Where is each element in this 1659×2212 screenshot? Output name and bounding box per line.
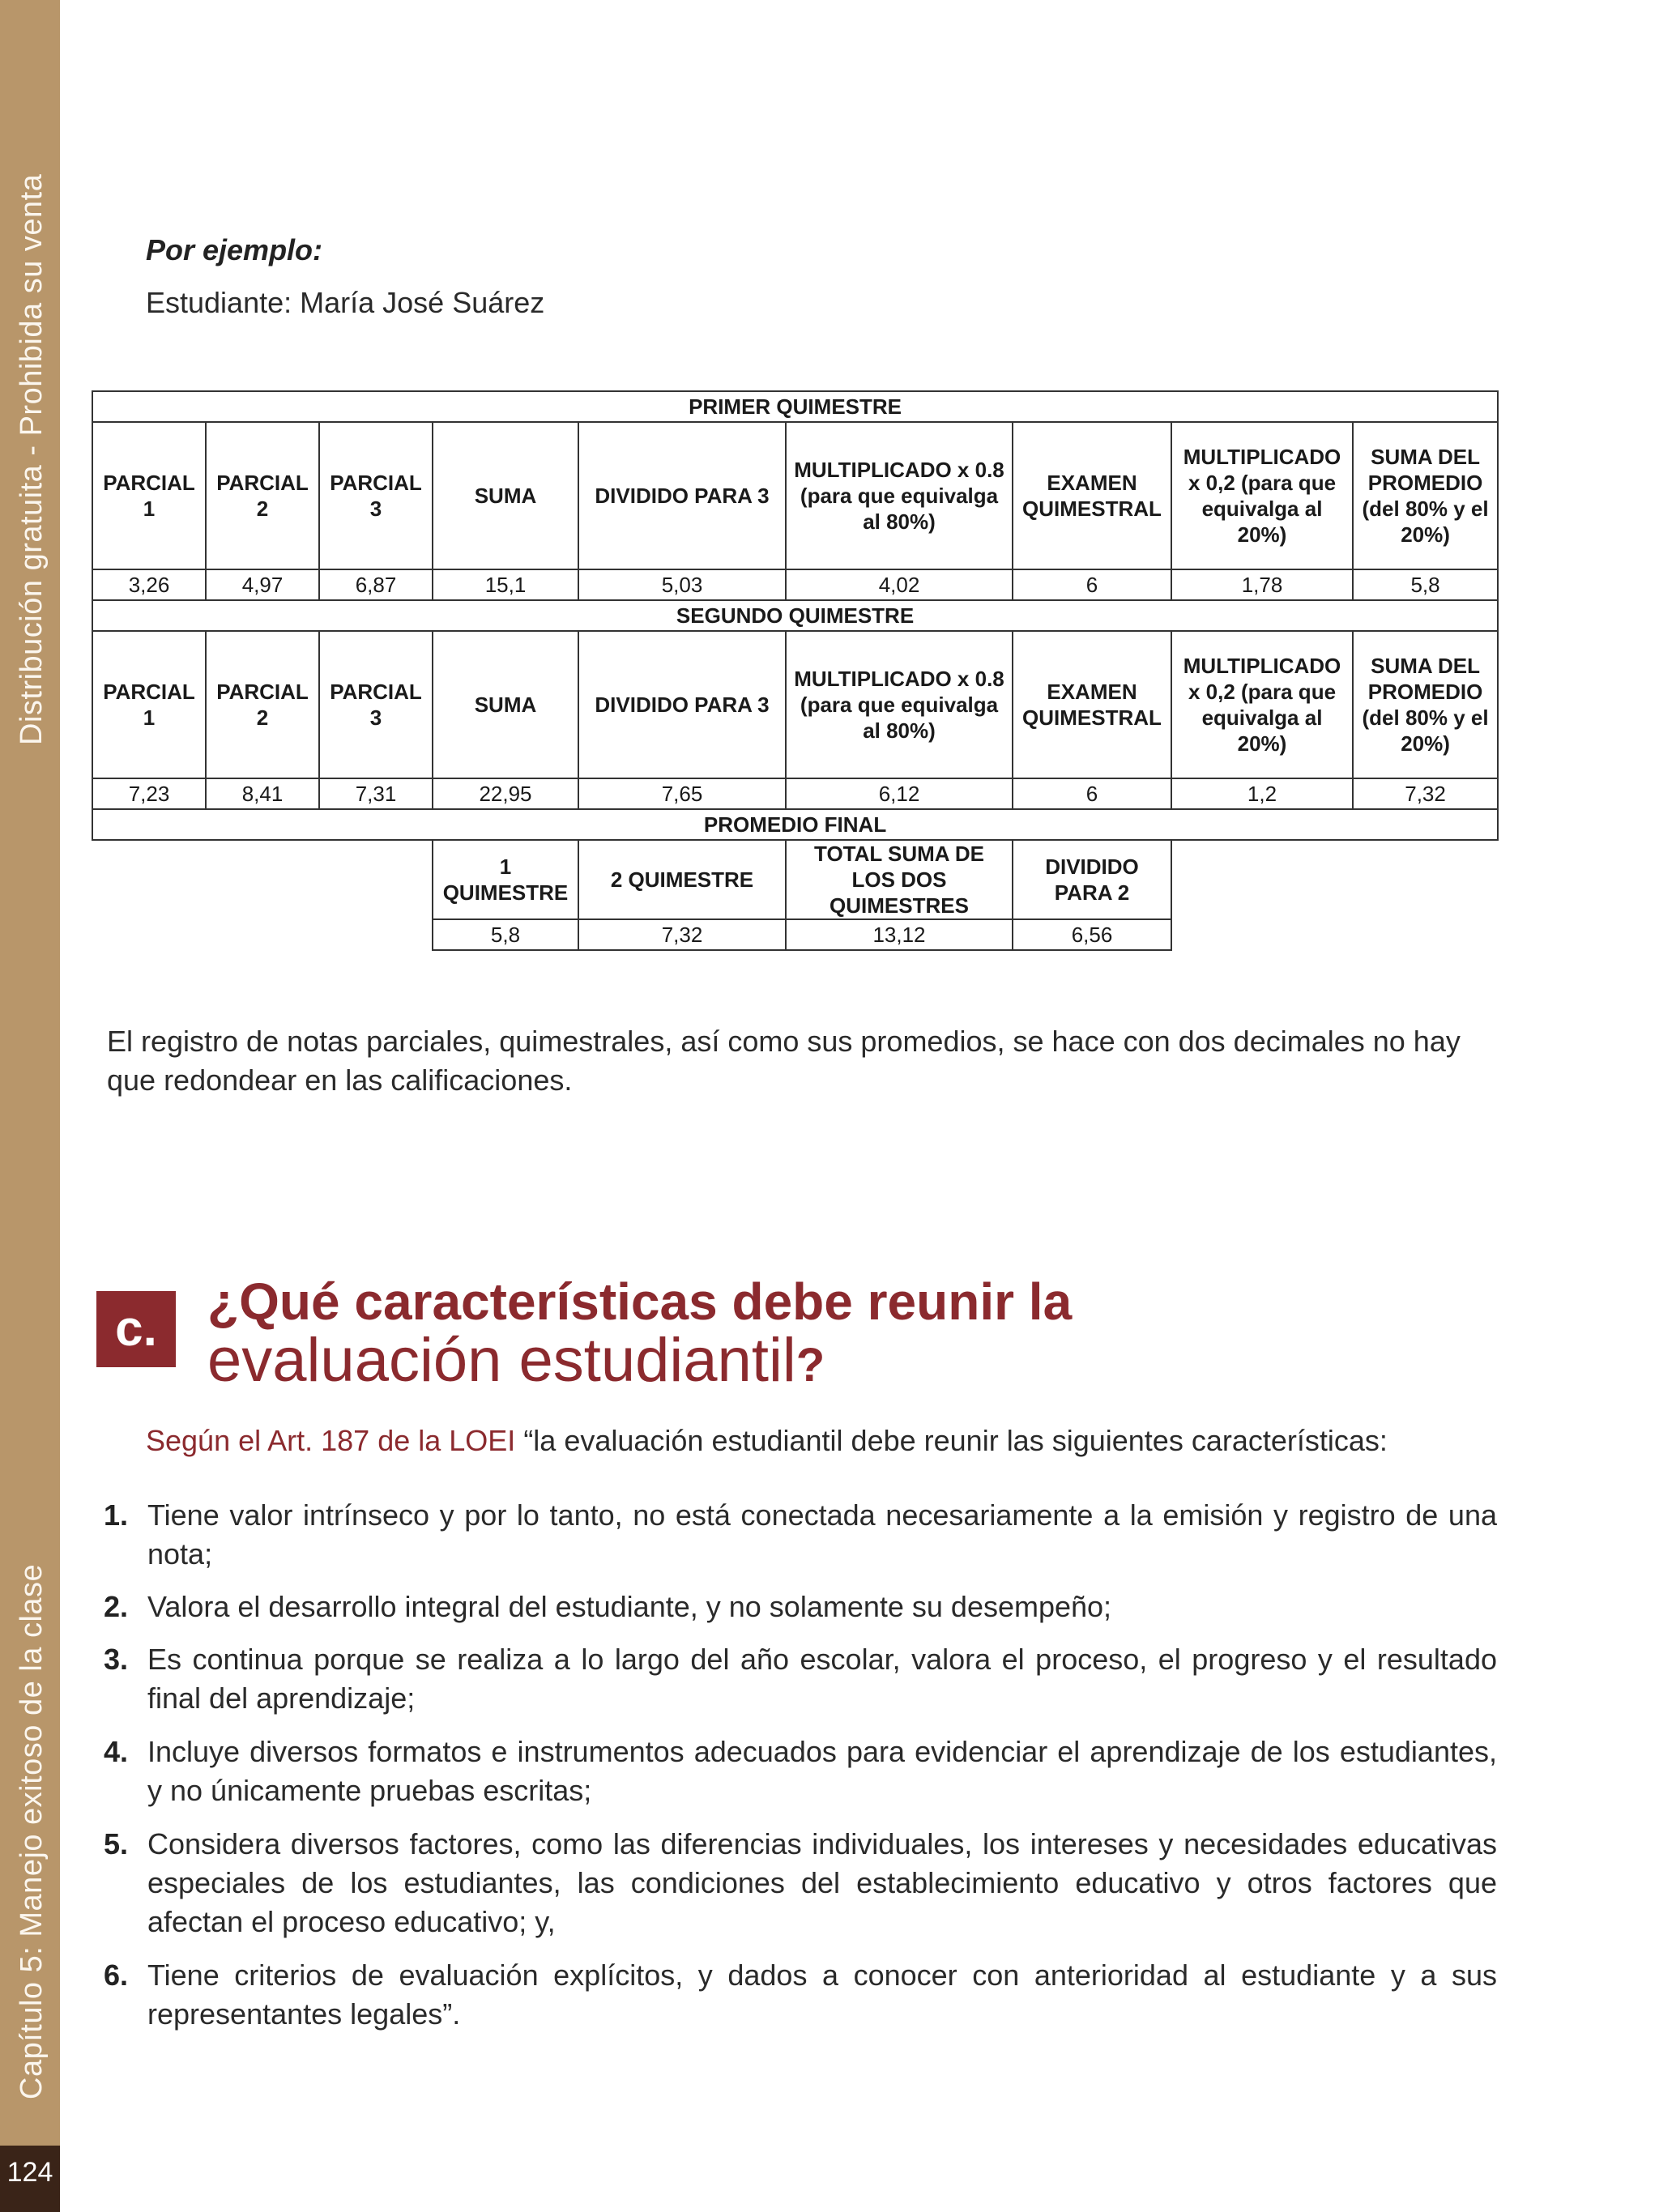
list-text: Tiene valor intrínseco y por lo tanto, no está conectada necesariamente a la emisión y registro de una nota; bbox=[147, 1498, 1497, 1571]
intro-reference: Según el Art. 187 de la LOEI bbox=[146, 1424, 516, 1457]
header-parcial-1: PARCIAL 1 bbox=[92, 422, 206, 569]
table-cell: 4,02 bbox=[786, 569, 1013, 600]
header-total-suma: TOTAL SUMA DE LOS DOS QUIMESTRES bbox=[786, 840, 1013, 919]
table-cell: 1,2 bbox=[1171, 778, 1353, 809]
table-cell: 6,87 bbox=[319, 569, 433, 600]
intro-paragraph bbox=[146, 1424, 1388, 1458]
table-cell: 22,95 bbox=[433, 778, 578, 809]
grades-table bbox=[92, 390, 1499, 951]
header-examen: EXAMEN QUIMESTRAL bbox=[1013, 631, 1171, 778]
table-cell: 5,8 bbox=[1353, 569, 1498, 600]
header-dividido-2: DIVIDIDO PARA 2 bbox=[1013, 840, 1171, 919]
header-quimestre-1: 1 QUIMESTRE bbox=[433, 840, 578, 919]
table-cell: 6 bbox=[1013, 569, 1171, 600]
table-cell: 4,97 bbox=[206, 569, 319, 600]
blank-cell bbox=[1171, 840, 1498, 919]
list-number: 3. bbox=[104, 1643, 129, 1676]
header-parcial-3: PARCIAL 3 bbox=[319, 422, 433, 569]
list-text: Incluye diversos formatos e instrumentos adecuados para evidenciar el aprendizaje de los estudiantes, y no únicamente pruebas escritas; bbox=[147, 1735, 1497, 1807]
header-parcial-2: PARCIAL 2 bbox=[206, 422, 319, 569]
table-cell: 6,12 bbox=[786, 778, 1013, 809]
blank-cell bbox=[92, 919, 433, 950]
table-cell: 7,32 bbox=[1353, 778, 1498, 809]
table-row bbox=[92, 778, 1498, 809]
blank-cell bbox=[1171, 919, 1498, 950]
header-multiplicado-02: MULTIPLICADO x 0,2 (para que equivalga al 20%) bbox=[1171, 631, 1353, 778]
header-multiplicado-02: MULTIPLICADO x 0,2 (para que equivalga al 20%) bbox=[1171, 422, 1353, 569]
header-suma: SUMA bbox=[433, 422, 578, 569]
first-quimestre-title: PRIMER QUIMESTRE bbox=[92, 391, 1498, 422]
header-suma: SUMA bbox=[433, 631, 578, 778]
list-number: 6. bbox=[104, 1958, 129, 1992]
table-cell: 7,32 bbox=[578, 919, 786, 950]
list-text: Considera diversos factores, como las diferencias individuales, los intereses y necesidades educativas especiales de los estudiantes, las condiciones del establecimiento educativo y otros factores que afectan el proceso educativo; y, bbox=[147, 1827, 1497, 1938]
section-title-line2 bbox=[207, 1325, 825, 1396]
list-item bbox=[104, 1496, 1497, 1574]
table-cell: 7,23 bbox=[92, 778, 206, 809]
table-row bbox=[92, 919, 1498, 950]
final-average-title: PROMEDIO FINAL bbox=[92, 809, 1498, 840]
decimals-note: El registro de notas parciales, quimestrales, así como sus promedios, se hace con dos decimales no hay que redondear en las calificaciones. bbox=[107, 1025, 1461, 1097]
list-item bbox=[104, 1956, 1497, 2034]
sidebar-distribution-text: Distribución gratuita - Prohibida su venta bbox=[15, 173, 49, 745]
header-parcial-3: PARCIAL 3 bbox=[319, 631, 433, 778]
list-text: Tiene criterios de evaluación explícitos, y dados a conocer con anterioridad al estudiante y a sus representantes legales”. bbox=[147, 1958, 1497, 2031]
header-dividido-3: DIVIDIDO PARA 3 bbox=[578, 422, 786, 569]
second-quimestre-title: SEGUNDO QUIMESTRE bbox=[92, 600, 1498, 631]
table-cell: 1,78 bbox=[1171, 569, 1353, 600]
header-dividido-3: DIVIDIDO PARA 3 bbox=[578, 631, 786, 778]
table-cell: 13,12 bbox=[786, 919, 1013, 950]
table-cell: 15,1 bbox=[433, 569, 578, 600]
section-title-qmark: ? bbox=[795, 1339, 825, 1392]
header-multiplicado-08: MULTIPLICADO x 0.8 (para que equivalga al 80%) bbox=[786, 631, 1013, 778]
table-row bbox=[92, 569, 1498, 600]
table-cell: 7,31 bbox=[319, 778, 433, 809]
list-number: 1. bbox=[104, 1498, 129, 1532]
header-parcial-1: PARCIAL 1 bbox=[92, 631, 206, 778]
list-item bbox=[104, 1640, 1497, 1718]
sidebar-chapter-text: Capítulo 5: Manejo exitoso de la clase bbox=[15, 1563, 49, 2099]
section-letter: c. bbox=[96, 1291, 176, 1367]
student-name: Estudiante: María José Suárez bbox=[146, 286, 545, 319]
list-item bbox=[104, 1588, 1497, 1626]
header-suma-promedio: SUMA DEL PROMEDIO (del 80% y el 20%) bbox=[1353, 422, 1498, 569]
list-number: 5. bbox=[104, 1827, 129, 1860]
list-text: Es continua porque se realiza a lo largo del año escolar, valora el proceso, el progreso y el resultado final del aprendizaje; bbox=[147, 1643, 1497, 1715]
header-suma-promedio: SUMA DEL PROMEDIO (del 80% y el 20%) bbox=[1353, 631, 1498, 778]
example-label: Por ejemplo: bbox=[146, 233, 323, 266]
list-number: 2. bbox=[104, 1590, 129, 1623]
table-cell: 6,56 bbox=[1013, 919, 1171, 950]
table-cell: 5,03 bbox=[578, 569, 786, 600]
header-examen: EXAMEN QUIMESTRAL bbox=[1013, 422, 1171, 569]
table-cell: 5,8 bbox=[433, 919, 578, 950]
table-cell: 8,41 bbox=[206, 778, 319, 809]
list-text: Valora el desarrollo integral del estudiante, y no solamente su desempeño; bbox=[147, 1590, 1112, 1623]
table-cell: 7,65 bbox=[578, 778, 786, 809]
header-quimestre-2: 2 QUIMESTRE bbox=[578, 840, 786, 919]
header-parcial-2: PARCIAL 2 bbox=[206, 631, 319, 778]
table-cell: 6 bbox=[1013, 778, 1171, 809]
header-multiplicado-08: MULTIPLICADO x 0.8 (para que equivalga al 80%) bbox=[786, 422, 1013, 569]
intro-text: “la evaluación estudiantil debe reunir las siguientes características: bbox=[515, 1424, 1388, 1457]
page-number: 124 bbox=[6, 2157, 53, 2188]
blank-cell bbox=[92, 840, 433, 919]
list-item bbox=[104, 1825, 1497, 1941]
table-cell: 3,26 bbox=[92, 569, 206, 600]
list-item bbox=[104, 1733, 1497, 1810]
section-title-text: evaluación estudiantil bbox=[207, 1326, 796, 1395]
list-number: 4. bbox=[104, 1735, 129, 1768]
section-title-line1: ¿Qué características debe reunir la bbox=[207, 1272, 1073, 1331]
